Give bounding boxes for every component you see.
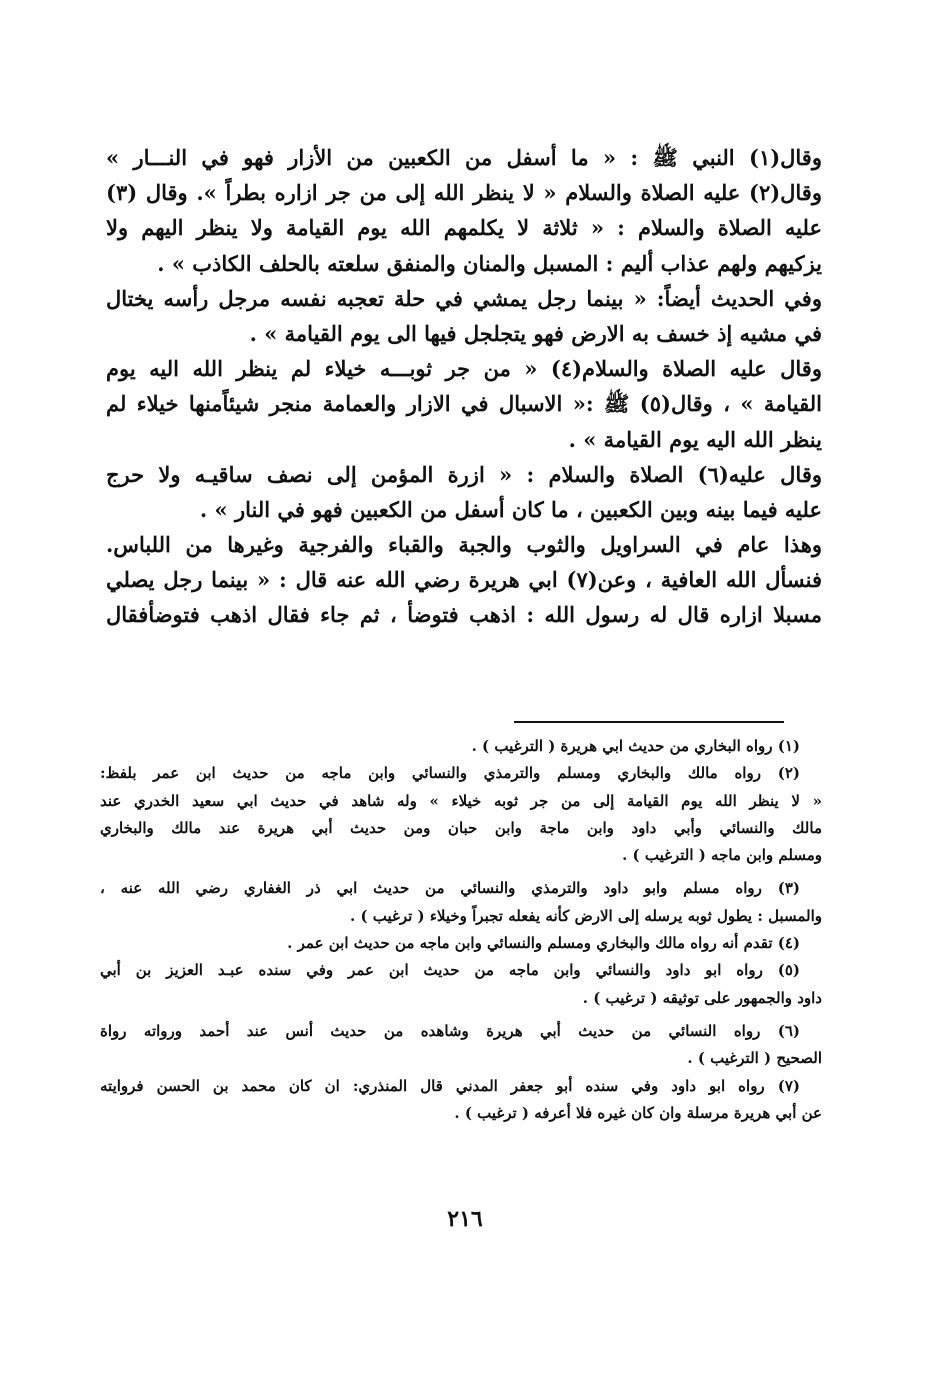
text-line: فنسأل الله العافية ، وعن(٧) ابي هريرة رضي الله عنه قال : « بينما رجل يصلي: [106, 567, 822, 593]
footnote-line: (٥) رواه ابو داود والنسائي وابن ماجه من حديث ابن عمر وفي سنده عبـد العزيز بن أبي: [100, 961, 800, 980]
footnote-separator: [514, 721, 784, 723]
footnote-line: « لا ينظر الله يوم القيامة إلى من جر ثوبه خيلاء » وله شاهد في حديث ابي سعيد الخدري عند: [100, 791, 822, 810]
text-line: يزكيهم ولهم عذاب أليم : المسبل والمنان والمنفق سلعته بالحلف الكاذب » .: [157, 250, 822, 276]
text-line: وقال عليه(٦) الصلاة والسلام : « ازرة المؤمن إلى نصف ساقيـه ولا حرج: [106, 461, 822, 487]
text-line: ينظر الله اليه يوم القيامة » .: [568, 426, 822, 452]
text-line: عليه فيما بينه وبين الكعبين ، ما كان أسفل من الكعبين فهو في النار » .: [199, 496, 822, 522]
text-line: وقال(١) النبي ﷺ : « ما أسفل من الكعبين من الأزار فهو في النـــار »: [106, 145, 822, 170]
text-line: وهذا عام في السراويل والثوب والجبة والقباء والفرجية وغيرها من اللباس.: [106, 532, 822, 558]
footnote-line: (٧) رواه ابو داود وفي سنده أبو جعفر المدني قال المنذري: ان كان محمد بن الحسن فروايته: [100, 1076, 800, 1095]
text-line: مسبلا ازاره قال له رسول الله : اذهب فتوضأ ، ثم جاء فقال اذهب فتوضأفقال: [106, 602, 822, 628]
footnote-line: عن أبي هريرة مرسلة وان كان غيره فلا أعرفه ( ترغيب ) .: [454, 1103, 822, 1122]
footnote-line: (٤) تقدم أنه رواه مالك والبخاري ومسلم والنسائي وابن ماجه من حديث ابن عمر .: [287, 934, 800, 953]
footnotes: [100, 733, 822, 1127]
footnote-line: (١) رواه البخاري من حديث ابي هريرة ( الترغيب ) .: [471, 737, 800, 755]
footnote-line: (٦) رواه النسائي من حديث أبي هريرة وشاهده من حديث أنس عند أحمد ورواته رواة: [100, 1021, 800, 1040]
footnote-line: (٣) رواه مسلم وابو داود والترمذي والنسائي من حديث ابي ذر الغفاري رضي الله عنه ،: [100, 879, 800, 898]
footnote-line: مالك والنسائي وأبي داود وابن ماجة وابن حبان ومن حديث أبي هريرة عند مالك والبخاري: [100, 818, 822, 837]
footnote-line: والمسبل : يطول ثوبه يرسله إلى الارض كأنه يفعله تجبراً وخيلاء ( ترغيب ) .: [350, 906, 822, 925]
text-line: في مشيه إذ خسف به الارض فهو يتجلجل فيها الى يوم القيامة » .: [249, 320, 822, 346]
text-line: وفي الحديث أيضاً: « بينما رجل يمشي في حلة تعجبه نفسه مرجل رأسه يختال: [106, 285, 822, 311]
text-line: وقال(٢) عليه الصلاة والسلام « لا ينظر الله إلى من جر ازاره بطراً ». وقال (٣): [106, 180, 822, 206]
footnote-line: داود والجمهور على توثيقه ( ترغيب ) .: [582, 988, 822, 1007]
text-line: القيامة » ، وقال(٥) ﷺ :« الاسبال في الازار والعمامة منجر شيئاًمنها خيلاء لم: [106, 391, 822, 417]
main-text: [106, 140, 822, 633]
text-line: عليه الصلاة والسلام : « ثلاثة لا يكلمهم الله يوم القيامة ولا ينظر اليهم ولا: [106, 215, 822, 241]
footnote-line: (٢) رواه مالك والبخاري ومسلم والترمذي والنسائي وابن ماجه من حديث ابن عمر بلفظ:: [100, 764, 800, 783]
footnote-line: الصحيح ( الترغيب ) .: [687, 1049, 822, 1068]
text-line: وقال عليه الصلاة والسلام(٤) « من جر ثوبـــه خيلاء لم ينظر الله اليه يوم: [106, 356, 822, 382]
page-number: ٢١٦: [447, 1206, 483, 1232]
footnote-line: ومسلم وابن ماجه ( الترغيب ) .: [622, 846, 822, 865]
